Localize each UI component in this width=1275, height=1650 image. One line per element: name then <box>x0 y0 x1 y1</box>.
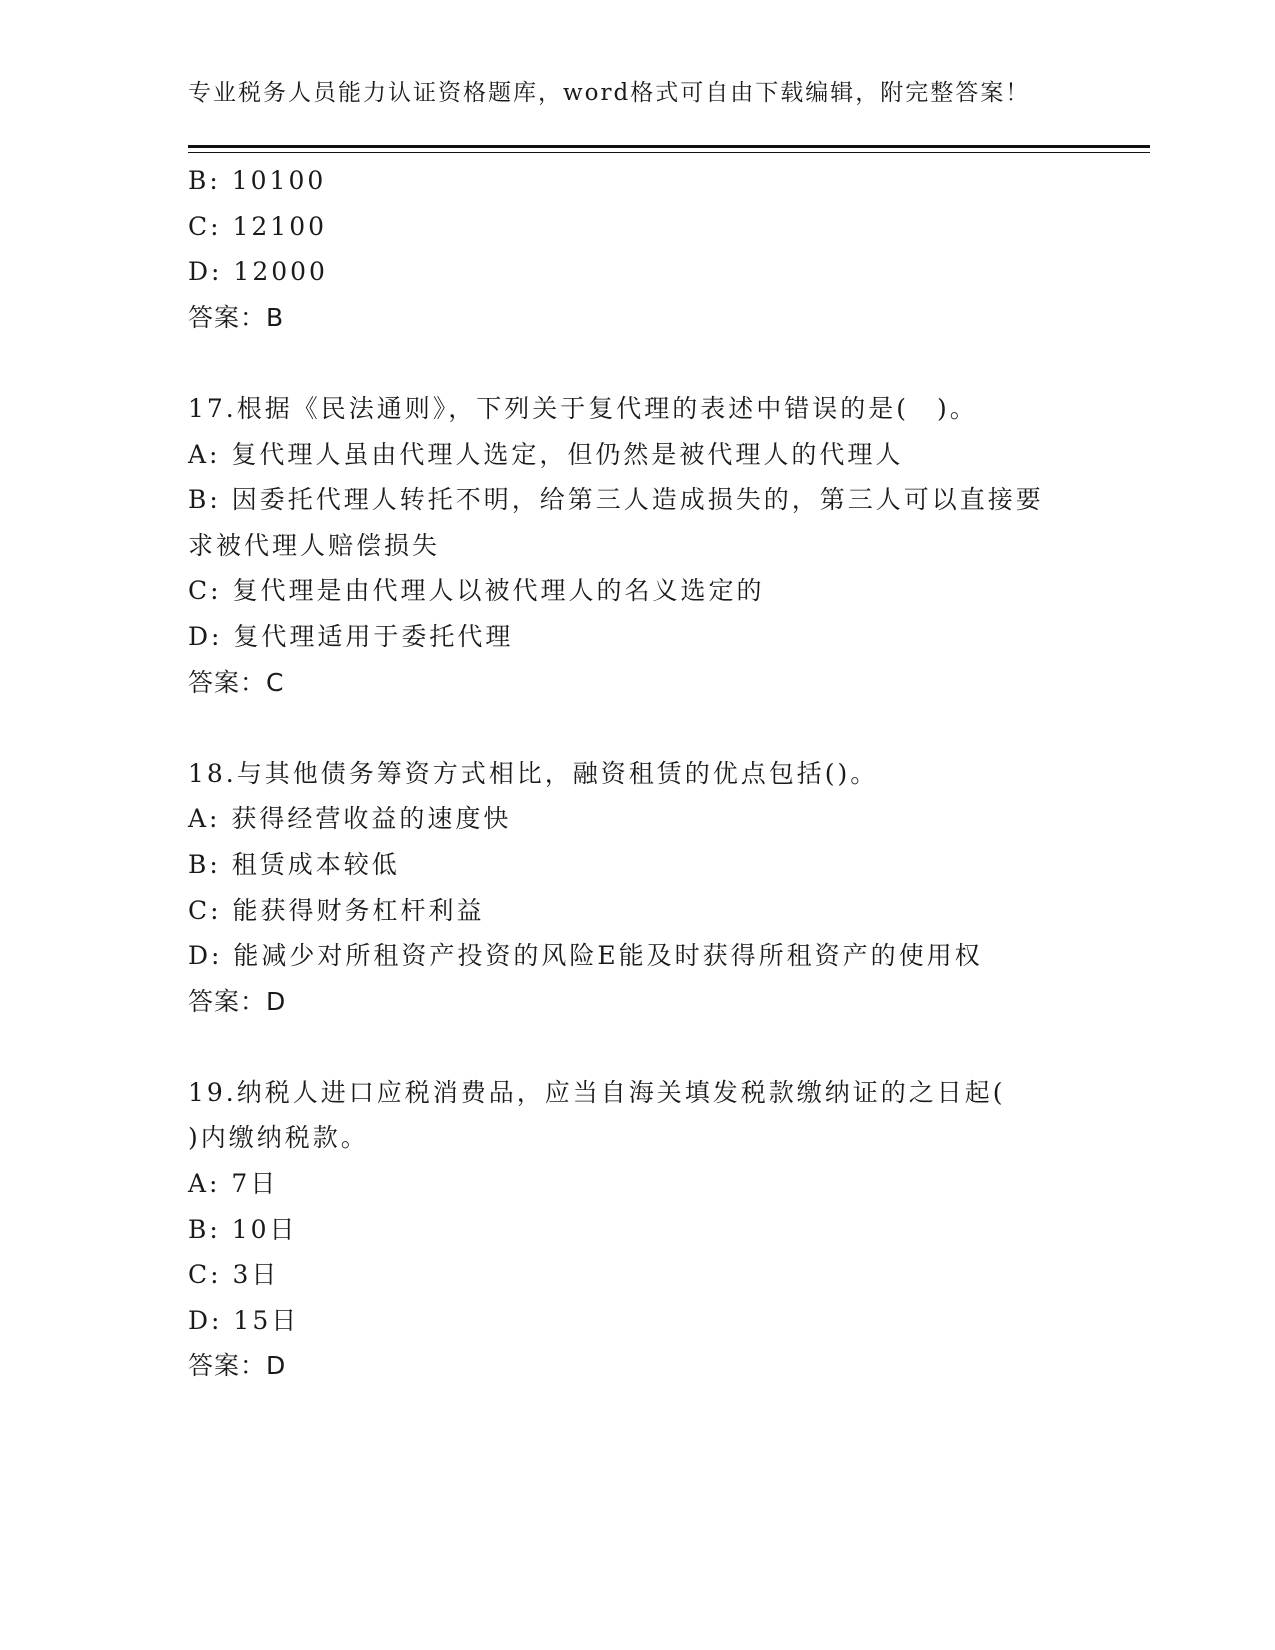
option-b: B: 10日 <box>188 1214 298 1244</box>
option-a: A: 获得经营收益的速度快 <box>188 804 512 834</box>
question-stem: 17.根据《民法通则》，下列关于复代理的表述中错误的是( )。 <box>188 393 978 423</box>
answer-line: 答案：B <box>188 302 285 332</box>
question-18 <box>188 751 1088 1025</box>
question-19 <box>188 1070 1088 1389</box>
question-content <box>188 158 1088 1389</box>
prev-question-block <box>188 158 1088 340</box>
option-b: B: 因委托代理人转托不明，给第三人造成损失的，第三人可以直接要 <box>188 485 1044 515</box>
question-stem: 19.纳税人进口应税消费品，应当自海关填发税款缴纳证的之日起( <box>188 1077 1006 1107</box>
question-stem: 18.与其他债务筹资方式相比，融资租赁的优点包括()。 <box>188 758 879 788</box>
spacer <box>188 340 1088 386</box>
page-header: 专业税务人员能力认证资格题库，word格式可自由下载编辑，附完整答案！ <box>188 80 1031 106</box>
spacer <box>188 1024 1088 1070</box>
spacer <box>188 705 1088 751</box>
option-c: C: 能获得财务杠杆利益 <box>188 895 485 925</box>
option-d: D: 能减少对所租资产投资的风险E能及时获得所租资产的使用权 <box>188 941 983 971</box>
option-d: D: 15日 <box>188 1305 300 1335</box>
option-a: A: 7日 <box>188 1169 279 1199</box>
header-rule-thick <box>188 145 1150 148</box>
option-b: B: 租赁成本较低 <box>188 849 400 879</box>
answer-line: 答案：C <box>188 667 285 697</box>
option-b-continued: 求被代理人赔偿损失 <box>188 530 441 560</box>
question-stem-continued: )内缴纳税款。 <box>188 1123 369 1153</box>
option-d: D: 复代理适用于委托代理 <box>188 621 514 651</box>
option-b: B: 10100 <box>188 166 327 195</box>
answer-line: 答案：D <box>188 1351 287 1381</box>
answer-line: 答案：D <box>188 986 287 1016</box>
option-d: D: 12000 <box>188 257 328 287</box>
question-17 <box>188 386 1088 705</box>
header-rule-thin <box>188 152 1150 153</box>
option-c: C: 12100 <box>188 211 328 241</box>
option-c: C: 复代理是由代理人以被代理人的名义选定的 <box>188 576 765 606</box>
option-c: C: 3日 <box>188 1260 280 1290</box>
option-a: A: 复代理人虽由代理人选定，但仍然是被代理人的代理人 <box>188 439 904 469</box>
